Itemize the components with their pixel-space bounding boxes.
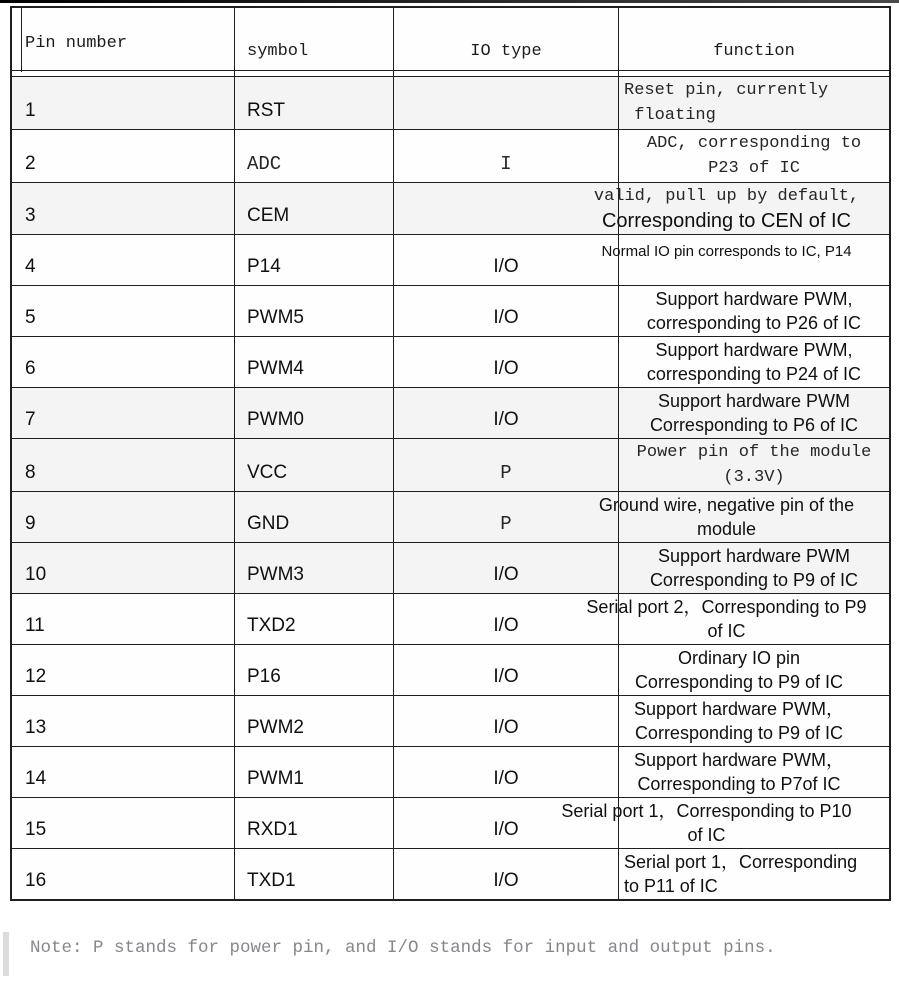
function-text	[621, 338, 887, 386]
header-pin-number: Pin number	[25, 34, 128, 53]
pin-number-cell: 6	[25, 358, 36, 379]
function-line: (3.3V)	[723, 468, 785, 487]
io-type-cell: I/O	[393, 286, 618, 336]
header-double-rule	[12, 70, 889, 77]
pin-number-cell: 11	[25, 615, 45, 636]
pin-number-cell: 4	[25, 256, 36, 277]
symbol-cell: P16	[234, 645, 393, 695]
function-line: of IC	[687, 825, 726, 845]
pin-number-cell: 3	[25, 205, 36, 226]
io-type-cell: I/O	[393, 849, 618, 899]
function-line: floating	[624, 106, 716, 125]
function-text	[566, 242, 887, 262]
header-symbol: symbol	[234, 8, 393, 70]
io-type-cell: I/O	[393, 645, 618, 695]
pin-number-cell: 14	[25, 768, 47, 789]
symbol-cell: GND	[234, 492, 393, 542]
function-line: Reset pin, currently	[624, 81, 829, 100]
io-type-cell: P	[393, 439, 618, 491]
function-line: Corresponding to P9 of IC	[634, 723, 844, 743]
pin-table	[10, 6, 891, 901]
symbol-cell: PWM2	[234, 696, 393, 746]
table-row	[12, 129, 889, 182]
table-row	[12, 644, 889, 695]
table-row	[12, 542, 889, 593]
io-type-cell: I/O	[393, 543, 618, 593]
function-line: Support hardware PWM,	[655, 289, 853, 309]
function-text	[621, 389, 887, 437]
function-line: Power pin of the module	[636, 443, 872, 462]
function-cell	[561, 798, 889, 848]
function-line: Serial port 1，Corresponding to P10	[561, 801, 852, 821]
function-cell	[618, 696, 889, 746]
table-row	[12, 491, 889, 542]
note-left-bar	[3, 932, 9, 976]
function-line: Support hardware PWM,	[655, 340, 853, 360]
function-cell	[618, 747, 889, 797]
pin-number-cell: 7	[25, 409, 36, 430]
function-cell	[586, 594, 889, 644]
function-text	[526, 799, 887, 847]
function-line: Support hardware PWM	[657, 391, 851, 411]
function-line: Support hardware PWM，	[633, 699, 845, 719]
function-line: valid, pull up by default,	[593, 187, 860, 206]
io-type-cell: I/O	[393, 594, 618, 644]
function-line: Corresponding to P9 of IC	[649, 570, 859, 590]
function-cell	[598, 492, 889, 542]
symbol-cell: RST	[234, 77, 393, 129]
symbol-cell: PWM5	[234, 286, 393, 336]
function-line: Serial port 2，Corresponding to P9	[586, 597, 867, 617]
function-text	[621, 440, 887, 490]
function-cell	[618, 645, 889, 695]
function-text	[621, 544, 887, 592]
pin-number-cell: 1	[25, 100, 36, 121]
function-text	[591, 646, 887, 694]
function-cell	[618, 543, 889, 593]
header-io-type: IO type	[393, 8, 618, 70]
function-line: Corresponding to P7of IC	[637, 774, 841, 794]
table-row	[12, 797, 889, 848]
pin-number-cell: 8	[25, 462, 36, 483]
function-cell	[618, 849, 889, 899]
pin-number-cell: 12	[25, 666, 47, 687]
function-line: ADC, corresponding to	[646, 134, 862, 153]
symbol-cell: PWM1	[234, 747, 393, 797]
table-header-row	[12, 8, 889, 70]
symbol-cell: VCC	[234, 439, 393, 491]
table-row	[12, 746, 889, 797]
symbol-cell: ADC	[234, 130, 393, 182]
table-row	[12, 695, 889, 746]
function-cell	[618, 77, 889, 129]
function-line: corresponding to P24 of IC	[646, 364, 862, 384]
function-line: Support hardware PWM	[657, 546, 851, 566]
table-body	[12, 77, 889, 899]
symbol-cell: PWM4	[234, 337, 393, 387]
table-row	[12, 285, 889, 336]
pin-number-cell: 16	[25, 870, 47, 891]
function-text	[566, 595, 887, 643]
function-text	[566, 493, 887, 541]
symbol-cell: PWM0	[234, 388, 393, 438]
pin-number-cell: 2	[25, 153, 36, 174]
io-type-cell: I/O	[393, 388, 618, 438]
function-line: module	[696, 519, 757, 539]
note-block	[0, 928, 899, 982]
function-line: Corresponding to P6 of IC	[649, 415, 859, 435]
table-row	[12, 848, 889, 899]
function-cell	[601, 235, 889, 285]
table-row	[12, 234, 889, 285]
table-row	[12, 387, 889, 438]
header-inner-vline	[21, 8, 22, 72]
function-text	[621, 850, 887, 898]
function-line: to P11 of IC	[624, 876, 718, 896]
io-type-cell: I/O	[393, 747, 618, 797]
function-text	[621, 78, 887, 128]
function-line: corresponding to P26 of IC	[646, 313, 862, 333]
note-text: Note: P stands for power pin, and I/O stands for input and output pins.	[30, 938, 776, 958]
function-text	[591, 748, 887, 796]
symbol-cell: P14	[234, 235, 393, 285]
function-text	[621, 287, 887, 335]
pin-number-cell: 5	[25, 307, 36, 328]
io-type-cell: I/O	[393, 337, 618, 387]
table-row	[12, 336, 889, 387]
io-type-cell: I/O	[393, 235, 618, 285]
io-type-cell: P	[393, 492, 618, 542]
function-cell	[618, 286, 889, 336]
function-cell	[618, 337, 889, 387]
page-top-rule	[0, 0, 899, 3]
symbol-cell: TXD1	[234, 849, 393, 899]
function-line: of IC	[707, 621, 746, 641]
pin-number-cell: 15	[25, 819, 47, 840]
function-line: Corresponding to P9 of IC	[634, 672, 844, 692]
header-function: function	[618, 8, 889, 70]
function-cell	[618, 388, 889, 438]
table-row	[12, 77, 889, 129]
io-type-cell: I	[393, 130, 618, 182]
io-type-cell: I/O	[393, 696, 618, 746]
function-line: Ordinary IO pin	[677, 648, 801, 668]
function-line: Corresponding to CEN of IC	[601, 210, 851, 232]
function-text	[621, 131, 887, 181]
table-row	[12, 593, 889, 644]
io-type-cell: I/O	[393, 798, 618, 848]
function-line: Serial port 1，Corresponding	[624, 852, 858, 872]
symbol-cell: CEM	[234, 183, 393, 234]
symbol-cell: RXD1	[234, 798, 393, 848]
function-cell	[618, 130, 889, 182]
function-text	[566, 184, 887, 233]
table-row	[12, 182, 889, 234]
function-cell	[618, 439, 889, 491]
function-line: Support hardware PWM，	[633, 750, 845, 770]
function-text	[591, 697, 887, 745]
symbol-cell: PWM3	[234, 543, 393, 593]
function-line: Ground wire, negative pin of the	[598, 495, 855, 515]
pin-number-cell: 10	[25, 564, 47, 585]
function-line: Normal IO pin corresponds to IC, P14	[601, 243, 852, 260]
function-line: P23 of IC	[708, 159, 800, 178]
pin-number-cell: 9	[25, 513, 36, 534]
io-type-cell	[393, 77, 618, 129]
pin-number-cell: 13	[25, 717, 47, 738]
table-row	[12, 438, 889, 491]
function-cell	[593, 183, 889, 234]
symbol-cell: TXD2	[234, 594, 393, 644]
